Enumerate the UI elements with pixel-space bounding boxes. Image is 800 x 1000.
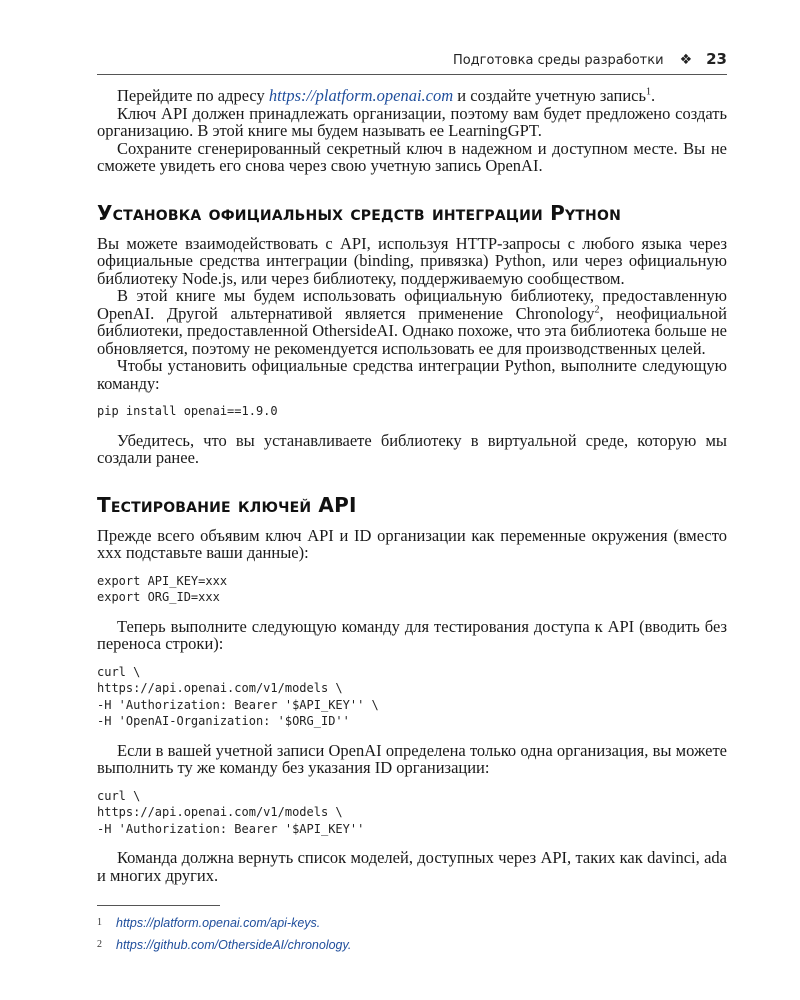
page-body <box>97 50 727 884</box>
intro-paragraph-1: Перейдите по адресу https://platform.openai.com и создайте учетную запись$^1$. <box>117 86 656 105</box>
install-paragraph-1: Вы можете взаимодействовать с API, используя HTTP-запросы с любого языка через официальные средства интеграции (binding, привязка) Python, или через официальную библиотеку Node.js, или через библиотеку, поддерживаемую сообществом. <box>97 233 727 288</box>
section-heading-install: Установка официальных средств интеграции Python <box>97 200 621 225</box>
platform-link[interactable]: https://platform.openai.com <box>268 86 454 105</box>
section-heading-test-keys: Тестирование ключей API <box>97 492 357 517</box>
footnote-link-api-keys[interactable]: https://platform.openai.com/api-keys. <box>116 916 321 930</box>
install-paragraph-4: Убедитесь, что вы устанавливаете библиотеку в виртуальной среде, которую мы создали ранее. <box>97 430 727 467</box>
install-paragraph-2: В этой книге мы будем использовать официальную библиотеку, предоставленную OpenAI. Другой альтернативой является применение Chronology$^2$, неофициальной библиотеки, предоставленной OthersideAI. Однако похоже, что эта библиотека больше не обновляется, поэтому не рекомендуется использовать ее для производственных целей. <box>97 286 727 358</box>
footnote-link-chronology[interactable]: https://github.com/OthersideAI/chronology. <box>116 938 352 952</box>
footnote-2 <box>97 934 727 956</box>
code-curl-with-org: curl \ https://api.openai.com/v1/models \ -H 'Authorization: Bearer '$API_KEY'' \ -H 'OpenAI-Organization: '$ORG_ID'' <box>97 664 379 728</box>
footnote-ref-1[interactable]: 1 <box>646 86 651 98</box>
code-pip-install: pip install openai==1.9.0 <box>97 404 278 418</box>
intro-paragraph-3: Сохраните сгенерированный секретный ключ в надежном и доступном месте. Вы не сможете увидеть его снова через свою учетную запись OpenAI. <box>97 138 727 175</box>
footnote-number: 1 <box>97 917 102 928</box>
test-paragraph-3: Если в вашей учетной записи OpenAI определена только одна организация, вы можете выполнить ту же команду без указания ID организации: <box>97 740 727 777</box>
install-paragraph-3: Чтобы установить официальные средства интеграции Python, выполните следующую команду: <box>97 356 727 393</box>
footnote-divider <box>97 905 220 906</box>
running-header <box>97 50 727 75</box>
test-paragraph-4: Команда должна вернуть список моделей, доступных через API, таких как davinci, ada и многих других. <box>97 848 727 885</box>
code-export-vars: export API_KEY=xxx export ORG_ID=xxx <box>97 573 228 604</box>
footnote-ref-2[interactable]: 2 <box>594 304 600 315</box>
footnotes <box>97 912 727 956</box>
test-paragraph-1: Прежде всего объявим ключ API и ID организации как переменные окружения (вместо xxx подставьте ваши данные): <box>97 525 727 562</box>
intro-paragraph-2: Ключ API должен принадлежать организации, поэтому вам будет предложено создать организацию. В этой книге мы будем называть ее LearningGPT. <box>97 103 727 140</box>
diamond-separator-icon: ❖ <box>679 52 693 68</box>
test-paragraph-2: Теперь выполните следующую команду для тестирования доступа к API (вводить без переноса строки): <box>97 616 727 653</box>
page-number: 23 <box>706 50 727 68</box>
footnote-number: 2 <box>97 939 102 950</box>
footnote-1 <box>97 912 727 934</box>
code-curl-without-org: curl \ https://api.openai.com/v1/models \ -H 'Authorization: Bearer '$API_KEY'' <box>97 788 365 836</box>
header-section-title: Подготовка среды разработки <box>452 53 664 68</box>
